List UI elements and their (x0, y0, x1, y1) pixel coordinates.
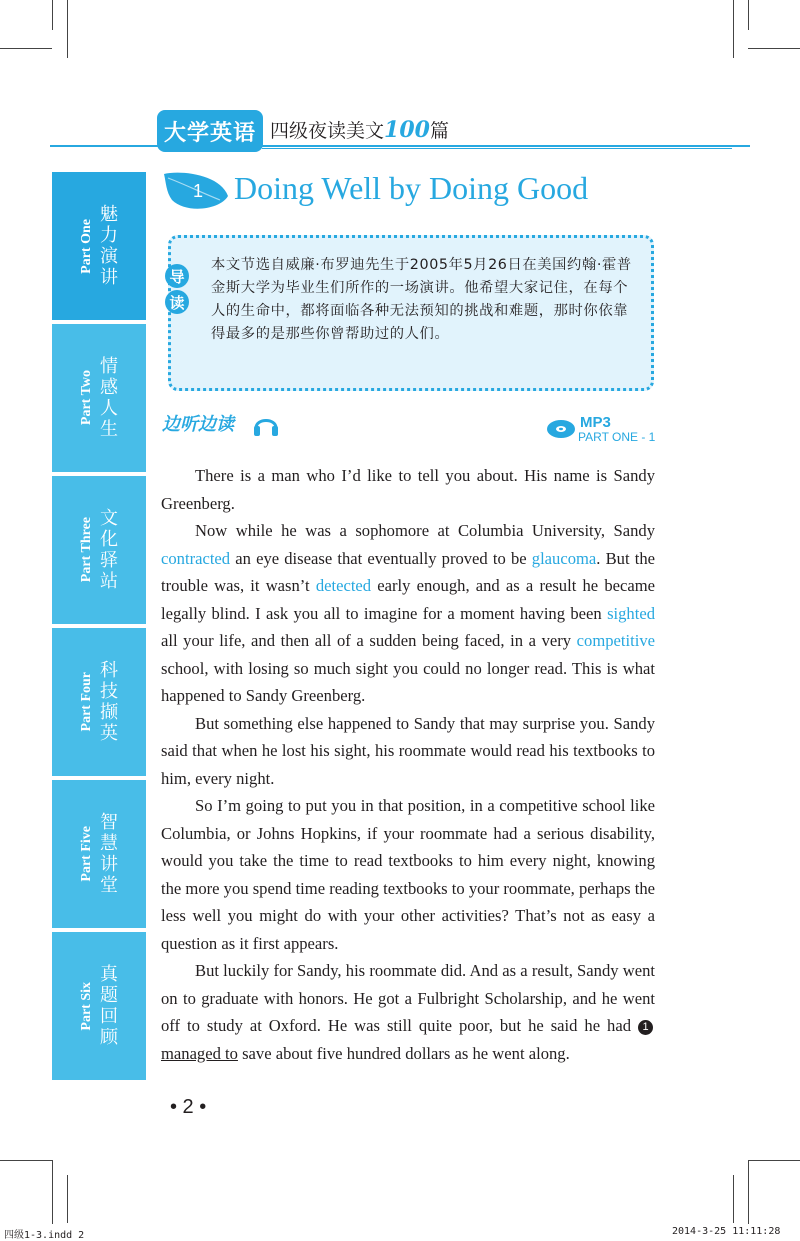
sidebar-item-zh: 智慧讲堂 (100, 812, 118, 896)
sidebar-item-part-six[interactable] (52, 932, 146, 1080)
sidebar-item-zh: 真题回顾 (100, 964, 118, 1048)
article-number: 1 (193, 181, 204, 201)
crop-mark (748, 1160, 749, 1224)
book-subtitle (270, 116, 449, 143)
paragraph: So I’m going to put you in that position, in a competitive school like Columbia, or Johns Hopkins, if your roommate had a serious disability, would you take the time to read textbooks to him every night, knowing the more you spend time reading textbooks to your roommate, perhaps the less well you might do with your other activities? That’s not as easy a question as it first appears. (161, 796, 656, 953)
crop-mark (748, 48, 800, 49)
sidebar-item-zh: 文化驿站 (100, 508, 118, 592)
paragraph: But something else happened to Sandy that may surprise you. Sandy said that when he lost his sight, his roommate would read his textbooks to him, every night. (161, 713, 655, 788)
print-slug-file: 四级1-3.indd 2 (4, 1230, 85, 1241)
book-badge: 大学英语 (157, 110, 263, 152)
text-run: early enough, and as a result he became legally blind. I ask you all to imagine for a moment having been (161, 576, 655, 623)
mp3-label: MP3 (580, 414, 611, 431)
crop-mark (67, 0, 68, 58)
crop-mark (748, 0, 749, 30)
text-run: Now while he was a sophomore at Columbia University, Sandy (195, 521, 655, 540)
book-subtitle-suffix: 篇 (429, 120, 449, 142)
paragraph (161, 957, 655, 1067)
page-number: • 2 • (170, 1096, 207, 1118)
crop-mark (52, 1160, 53, 1224)
text-run: save about five hundred dollars as he went along. (237, 1043, 570, 1063)
crop-mark (733, 1175, 734, 1223)
vocab-word[interactable]: glaucoma (531, 548, 597, 568)
vocab-word[interactable]: contracted (161, 548, 231, 568)
note-marker[interactable]: 1 (638, 1020, 653, 1035)
sidebar-item-zh: 科技撷英 (100, 660, 118, 744)
text-run: school, with losing so much sight you could no longer read. This is what happened to Sandy Greenberg. (161, 658, 655, 705)
crop-mark (67, 1175, 68, 1223)
audio-disc-icon[interactable] (545, 416, 581, 440)
sidebar-item-part-one[interactable] (52, 172, 146, 320)
vocab-word[interactable]: detected (315, 576, 372, 595)
sidebar-item-part-five[interactable] (52, 780, 146, 928)
book-subtitle-number: 100 (384, 117, 430, 143)
text-run: But luckily for Sandy, his roommate did. And as a result, Sandy went on to graduate with honors. He got a Fulbright Scholarship, and he went off to study at Oxford. He was still quite poor, but he said he had (161, 961, 655, 1035)
crop-mark (0, 1160, 52, 1161)
guide-badge-top: 导 (169, 268, 185, 286)
text-run: all your life, and then all of a sudden being faced, in a very (161, 631, 577, 650)
sidebar-item-en: Part Three (79, 517, 94, 583)
sidebar-item-part-two[interactable] (52, 324, 146, 472)
annotated-phrase[interactable]: managed to (161, 1043, 238, 1063)
article-title: Doing Well by Doing Good (234, 170, 589, 206)
sidebar-item-zh: 魅力演讲 (100, 204, 118, 288)
print-slug-timestamp: 2014-3-25 11:11:28 (672, 1226, 781, 1237)
header-rule (50, 145, 750, 147)
paragraph (161, 517, 655, 710)
vocab-word[interactable]: competitive (576, 631, 655, 650)
mp3-track: PART ONE - 1 (578, 430, 656, 444)
text-run: . But the trouble was, it wasn’t (161, 548, 655, 595)
guide-badge-bottom: 读 (169, 294, 185, 312)
book-subtitle-prefix: 四级夜读美文 (270, 120, 385, 142)
part-sidebar (52, 172, 146, 1080)
crop-mark (0, 48, 52, 49)
crop-mark (52, 0, 53, 30)
paragraph: There is a man who I’d like to tell you about. His name is Sandy Greenberg. (161, 466, 655, 513)
text-run: an eye disease that eventually proved to be (230, 548, 532, 568)
sidebar-item-part-three[interactable] (52, 476, 146, 624)
sidebar-item-en: Part One (79, 218, 94, 274)
sidebar-item-en: Part Five (79, 826, 94, 882)
sidebar-item-en: Part Six (79, 981, 94, 1031)
sidebar-item-en: Part Two (79, 370, 94, 426)
headphone-icon[interactable] (252, 412, 280, 438)
article-body (161, 462, 655, 1067)
header-rule-thin (262, 148, 732, 149)
crop-mark (733, 0, 734, 58)
guide-text: 本文节选自威廉·布罗迪先生于2005年5月26日在美国约翰·霍普金斯大学为毕业生们所作的一场演讲。他希望大家记住，在每个人的生命中，都将面临各种无法预知的挑战和难题，那时你依靠得最多的是那些你曾帮助过的人们。 (211, 257, 632, 342)
sidebar-item-en: Part Four (79, 672, 94, 732)
sidebar-item-zh: 情感人生 (100, 356, 118, 440)
listen-read-label: 边听边读 (162, 414, 234, 435)
vocab-word[interactable]: sighted (607, 603, 655, 623)
crop-mark (748, 1160, 800, 1161)
sidebar-item-part-four[interactable] (52, 628, 146, 776)
guide-badge-icon (162, 263, 192, 317)
